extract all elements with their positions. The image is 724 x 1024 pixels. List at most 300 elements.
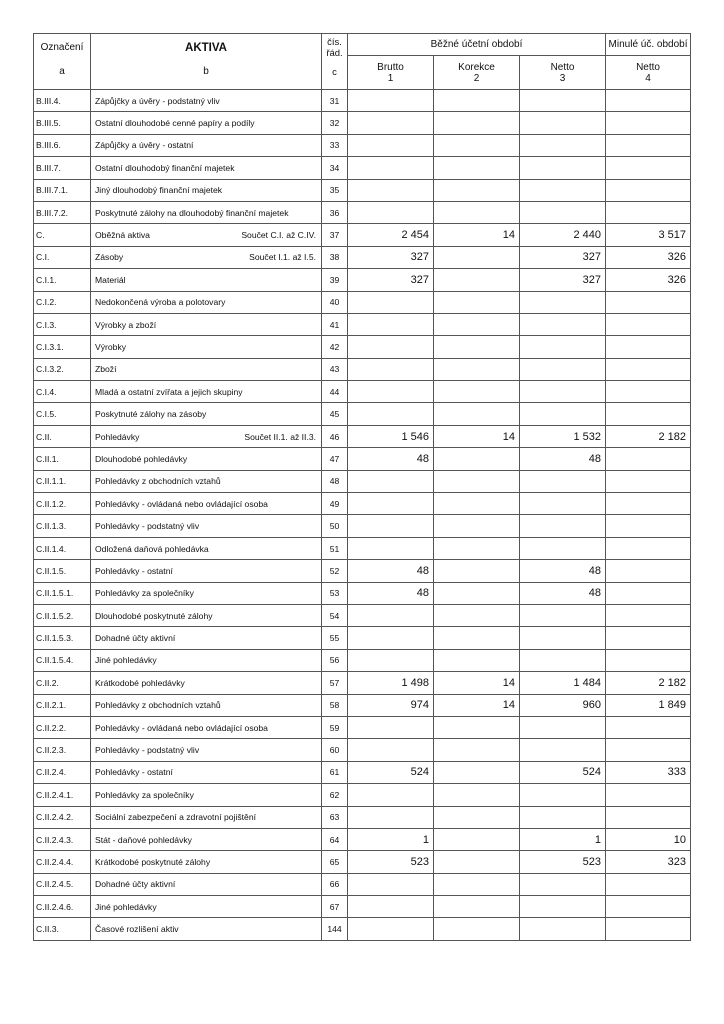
row-name: Pohledávky - podstatný vliv (95, 745, 200, 756)
row-number: 38 (322, 246, 348, 268)
row-name: Výrobky (95, 341, 127, 352)
value-korekce: 14 (434, 694, 520, 716)
row-code: C.II.1.4. (34, 537, 91, 559)
value-brutto: 327 (348, 269, 434, 291)
row-code: C.I.3. (34, 313, 91, 335)
row-name-cell (91, 157, 322, 179)
table-row (34, 828, 691, 850)
value-korekce (434, 739, 520, 761)
row-name-cell (91, 582, 322, 604)
row-name-cell (91, 269, 322, 291)
value-brutto: 523 (348, 851, 434, 873)
row-name: Jiný dlouhodobý finanční majetek (95, 185, 223, 196)
row-name-cell (91, 425, 322, 447)
value-netto (520, 896, 606, 918)
row-name: Oběžná aktiva (95, 230, 150, 241)
row-name-cell (91, 537, 322, 559)
value-minule: 333 (606, 761, 691, 783)
row-name: Pohledávky - ostatní (95, 767, 173, 778)
value-korekce (434, 649, 520, 671)
row-name: Zásoby (95, 252, 124, 263)
value-netto (520, 381, 606, 403)
value-minule (606, 784, 691, 806)
value-korekce (434, 470, 520, 492)
table-row (34, 537, 691, 559)
value-minule (606, 134, 691, 156)
value-minule: 323 (606, 851, 691, 873)
header-aktiva-cell (91, 34, 322, 90)
row-number: 34 (322, 157, 348, 179)
value-minule (606, 157, 691, 179)
row-name-cell (91, 179, 322, 201)
row-name-cell (91, 649, 322, 671)
row-name-cell (91, 90, 322, 112)
row-name-cell (91, 918, 322, 940)
row-code: B.III.7. (34, 157, 91, 179)
value-brutto (348, 381, 434, 403)
header-netto-min-num: 4 (645, 72, 651, 84)
row-name: Ostatní dlouhodobý finanční majetek (95, 162, 235, 173)
row-number: 51 (322, 537, 348, 559)
row-code: C.II.2. (34, 672, 91, 694)
row-name-cell (91, 604, 322, 626)
value-netto (520, 157, 606, 179)
value-netto: 1 (520, 828, 606, 850)
value-brutto (348, 179, 434, 201)
row-number: 33 (322, 134, 348, 156)
row-name: Krátkodobé poskytnuté zálohy (95, 856, 211, 867)
table-row (34, 627, 691, 649)
value-minule (606, 179, 691, 201)
value-minule (606, 403, 691, 425)
table-row (34, 761, 691, 783)
header-brutto: Brutto (377, 61, 404, 73)
value-korekce (434, 761, 520, 783)
value-brutto (348, 134, 434, 156)
row-code: C.II.1.1. (34, 470, 91, 492)
row-name: Pohledávky - ovládaná nebo ovládající osoba (95, 498, 268, 509)
table-row (34, 694, 691, 716)
row-number: 39 (322, 269, 348, 291)
value-minule: 326 (606, 246, 691, 268)
row-name-cell (91, 470, 322, 492)
value-brutto (348, 784, 434, 806)
row-name: Pohledávky - podstatný vliv (95, 521, 200, 532)
value-netto (520, 90, 606, 112)
row-name-cell (91, 560, 322, 582)
header-sub-b: b (203, 66, 209, 77)
table-row (34, 291, 691, 313)
header-oznaceni: Označení (40, 42, 84, 53)
row-number: 43 (322, 358, 348, 380)
row-name: Pohledávky z obchodních vztahů (95, 476, 221, 487)
header-brutto-cell (348, 56, 434, 90)
value-brutto: 327 (348, 246, 434, 268)
row-sum-note: Součet C.I. až C.IV. (241, 230, 316, 241)
row-code: C.II.2.4.1. (34, 784, 91, 806)
value-korekce (434, 134, 520, 156)
row-code: C.II. (34, 425, 91, 447)
row-code: C.II.2.4.3. (34, 828, 91, 850)
header-netto-min: Netto (636, 61, 660, 73)
table-row (34, 425, 691, 447)
value-netto: 2 440 (520, 224, 606, 246)
header-oznaceni-cell (34, 34, 91, 90)
value-netto (520, 627, 606, 649)
value-brutto: 1 498 (348, 672, 434, 694)
value-brutto (348, 537, 434, 559)
row-name-cell (91, 358, 322, 380)
value-brutto (348, 90, 434, 112)
row-name-cell (91, 291, 322, 313)
row-name: Sociální zabezpečení a zdravotní pojištění (95, 812, 256, 823)
row-code: C.II.2.4.4. (34, 851, 91, 873)
value-netto: 327 (520, 269, 606, 291)
value-korekce: 14 (434, 224, 520, 246)
table-row (34, 112, 691, 134)
row-name: Pohledávky (95, 431, 140, 442)
value-minule: 10 (606, 828, 691, 850)
row-name-cell (91, 873, 322, 895)
row-number: 52 (322, 560, 348, 582)
row-name: Pohledávky - ovládaná nebo ovládající osoba (95, 722, 268, 733)
value-brutto (348, 112, 434, 134)
row-number: 41 (322, 313, 348, 335)
table-row (34, 403, 691, 425)
value-minule (606, 313, 691, 335)
row-name: Poskytnuté zálohy na zásoby (95, 409, 207, 420)
row-name-cell (91, 493, 322, 515)
value-netto: 1 484 (520, 672, 606, 694)
value-brutto: 974 (348, 694, 434, 716)
row-name: Zápůjčky a úvěry - podstatný vliv (95, 95, 220, 106)
value-brutto (348, 358, 434, 380)
value-netto (520, 604, 606, 626)
value-netto (520, 515, 606, 537)
row-number: 42 (322, 336, 348, 358)
row-name-cell (91, 627, 322, 649)
value-korekce (434, 806, 520, 828)
row-code: C.II.1.5.3. (34, 627, 91, 649)
table-row (34, 157, 691, 179)
row-code: C.II.2.4.6. (34, 896, 91, 918)
table-row (34, 739, 691, 761)
row-code: B.III.7.2. (34, 201, 91, 223)
row-name-cell (91, 828, 322, 850)
row-name: Materiál (95, 274, 126, 285)
value-brutto (348, 739, 434, 761)
row-code: B.III.7.1. (34, 179, 91, 201)
row-code: C.II.2.1. (34, 694, 91, 716)
value-minule (606, 739, 691, 761)
row-code: C.I.4. (34, 381, 91, 403)
row-name-cell (91, 246, 322, 268)
value-korekce (434, 201, 520, 223)
row-name: Pohledávky za společníky (95, 789, 194, 800)
row-number: 48 (322, 470, 348, 492)
row-number: 65 (322, 851, 348, 873)
value-korekce (434, 515, 520, 537)
row-code: B.III.5. (34, 112, 91, 134)
row-name-cell (91, 224, 322, 246)
value-brutto (348, 515, 434, 537)
value-netto (520, 493, 606, 515)
value-brutto (348, 649, 434, 671)
row-name: Zboží (95, 364, 117, 375)
header-aktiva: AKTIVA (185, 42, 227, 54)
value-minule (606, 112, 691, 134)
table-row (34, 336, 691, 358)
row-name: Pohledávky z obchodních vztahů (95, 700, 221, 711)
table-row (34, 918, 691, 940)
value-minule (606, 90, 691, 112)
row-name-cell (91, 806, 322, 828)
row-number: 54 (322, 604, 348, 626)
row-name: Výrobky a zboží (95, 319, 157, 330)
value-brutto: 2 454 (348, 224, 434, 246)
row-code: C.I.3.1. (34, 336, 91, 358)
table-row (34, 381, 691, 403)
table-row (34, 201, 691, 223)
row-code: C.II.1.5.4. (34, 649, 91, 671)
row-code: C.II.1.5.2. (34, 604, 91, 626)
row-name: Dlouhodobé pohledávky (95, 453, 188, 464)
row-name-cell (91, 851, 322, 873)
value-minule (606, 537, 691, 559)
value-netto (520, 291, 606, 313)
row-code: C.II.3. (34, 918, 91, 940)
value-brutto (348, 806, 434, 828)
row-name-cell (91, 112, 322, 134)
row-name-cell (91, 761, 322, 783)
value-korekce (434, 560, 520, 582)
value-minule (606, 627, 691, 649)
value-korekce (434, 582, 520, 604)
value-brutto: 1 546 (348, 425, 434, 447)
header-korekce-cell (434, 56, 520, 90)
header-netto-num: 3 (559, 72, 566, 84)
value-brutto (348, 896, 434, 918)
header-netto-cell (520, 56, 606, 90)
table-row (34, 716, 691, 738)
row-name-cell (91, 896, 322, 918)
header-brutto-num: 1 (387, 72, 394, 84)
row-code: B.III.6. (34, 134, 91, 156)
value-netto: 48 (520, 448, 606, 470)
row-number: 45 (322, 403, 348, 425)
row-number: 49 (322, 493, 348, 515)
value-korekce (434, 157, 520, 179)
value-minule (606, 560, 691, 582)
row-code: C.II.1.5.1. (34, 582, 91, 604)
table-row (34, 784, 691, 806)
value-brutto: 48 (348, 560, 434, 582)
value-korekce (434, 918, 520, 940)
row-number: 64 (322, 828, 348, 850)
row-name-cell (91, 739, 322, 761)
value-minule (606, 515, 691, 537)
value-netto: 960 (520, 694, 606, 716)
value-brutto: 524 (348, 761, 434, 783)
value-minule (606, 448, 691, 470)
value-netto (520, 358, 606, 380)
value-korekce (434, 403, 520, 425)
value-korekce (434, 291, 520, 313)
value-brutto (348, 604, 434, 626)
row-code: C. (34, 224, 91, 246)
row-sum-note: Součet II.1. až II.3. (244, 431, 316, 442)
row-code: C.II.2.2. (34, 716, 91, 738)
value-brutto: 48 (348, 582, 434, 604)
value-netto (520, 784, 606, 806)
row-code: C.I.3.2. (34, 358, 91, 380)
value-brutto (348, 157, 434, 179)
value-minule: 1 849 (606, 694, 691, 716)
value-korekce: 14 (434, 425, 520, 447)
row-code: C.II.1.5. (34, 560, 91, 582)
row-number: 31 (322, 90, 348, 112)
header-netto: Netto (550, 61, 575, 73)
value-netto: 1 532 (520, 425, 606, 447)
value-netto (520, 806, 606, 828)
value-minule (606, 470, 691, 492)
value-korekce (434, 269, 520, 291)
value-netto (520, 403, 606, 425)
table-row (34, 493, 691, 515)
row-name-cell (91, 784, 322, 806)
row-name-cell (91, 201, 322, 223)
value-minule (606, 873, 691, 895)
value-minule (606, 604, 691, 626)
header-bezne: Běžné účetní období (348, 34, 606, 56)
row-name-cell (91, 672, 322, 694)
table-row (34, 582, 691, 604)
row-number: 56 (322, 649, 348, 671)
value-netto (520, 649, 606, 671)
value-korekce (434, 112, 520, 134)
value-netto (520, 201, 606, 223)
row-number: 44 (322, 381, 348, 403)
row-code: C.II.2.3. (34, 739, 91, 761)
table-row (34, 246, 691, 268)
header-sub-c: c (332, 67, 337, 78)
value-minule (606, 806, 691, 828)
row-name-cell (91, 336, 322, 358)
table-row (34, 873, 691, 895)
value-minule (606, 291, 691, 313)
value-minule (606, 716, 691, 738)
row-name: Pohledávky - ostatní (95, 565, 173, 576)
row-code: C.II.2.4.2. (34, 806, 91, 828)
value-korekce (434, 358, 520, 380)
table-row (34, 448, 691, 470)
table-row (34, 269, 691, 291)
row-number: 60 (322, 739, 348, 761)
value-brutto (348, 493, 434, 515)
assets-rows (34, 90, 691, 941)
row-name: Odložená daňová pohledávka (95, 543, 209, 554)
row-name: Poskytnuté zálohy na dlouhodobý finanční majetek (95, 207, 289, 218)
row-number: 62 (322, 784, 348, 806)
row-number: 40 (322, 291, 348, 313)
value-netto (520, 537, 606, 559)
row-name: Ostatní dlouhodobé cenné papíry a podíly (95, 118, 255, 129)
value-netto: 524 (520, 761, 606, 783)
row-number: 50 (322, 515, 348, 537)
table-row (34, 470, 691, 492)
row-name: Dohadné účty aktivní (95, 879, 176, 890)
row-number: 53 (322, 582, 348, 604)
value-korekce (434, 179, 520, 201)
row-name: Jiné pohledávky (95, 901, 157, 912)
table-row (34, 90, 691, 112)
value-korekce (434, 313, 520, 335)
value-korekce (434, 896, 520, 918)
value-brutto (348, 470, 434, 492)
row-number: 144 (322, 918, 348, 940)
row-number: 61 (322, 761, 348, 783)
row-number: 36 (322, 201, 348, 223)
row-name-cell (91, 694, 322, 716)
value-korekce (434, 627, 520, 649)
value-netto: 48 (520, 560, 606, 582)
header-netto-min-cell (606, 56, 691, 90)
value-brutto (348, 918, 434, 940)
row-code: C.II.1.2. (34, 493, 91, 515)
value-korekce (434, 493, 520, 515)
value-korekce (434, 604, 520, 626)
row-name-cell (91, 448, 322, 470)
value-korekce (434, 851, 520, 873)
row-number: 58 (322, 694, 348, 716)
value-korekce (434, 873, 520, 895)
assets-table (33, 33, 691, 941)
row-name: Dlouhodobé poskytnuté zálohy (95, 610, 213, 621)
row-number: 67 (322, 896, 348, 918)
value-brutto: 1 (348, 828, 434, 850)
value-korekce (434, 336, 520, 358)
header-cis: čís. řád. (326, 37, 343, 59)
row-name: Pohledávky za společníky (95, 588, 194, 599)
value-korekce: 14 (434, 672, 520, 694)
row-code: C.I.2. (34, 291, 91, 313)
row-code: C.II.1.3. (34, 515, 91, 537)
row-code: C.I.5. (34, 403, 91, 425)
table-row (34, 604, 691, 626)
header-cis-cell (322, 34, 348, 90)
value-netto (520, 918, 606, 940)
value-brutto: 48 (348, 448, 434, 470)
value-brutto (348, 403, 434, 425)
header-korekce-num: 2 (473, 72, 480, 84)
value-minule (606, 358, 691, 380)
row-name-cell (91, 134, 322, 156)
value-netto (520, 112, 606, 134)
value-netto (520, 716, 606, 738)
value-minule: 2 182 (606, 425, 691, 447)
value-netto (520, 873, 606, 895)
value-minule (606, 918, 691, 940)
table-row (34, 649, 691, 671)
row-number: 35 (322, 179, 348, 201)
value-brutto (348, 201, 434, 223)
value-korekce (434, 784, 520, 806)
value-netto: 327 (520, 246, 606, 268)
row-name: Časové rozlišení aktiv (95, 924, 179, 935)
row-name: Zápůjčky a úvěry - ostatní (95, 140, 194, 151)
value-korekce (434, 828, 520, 850)
value-minule (606, 649, 691, 671)
